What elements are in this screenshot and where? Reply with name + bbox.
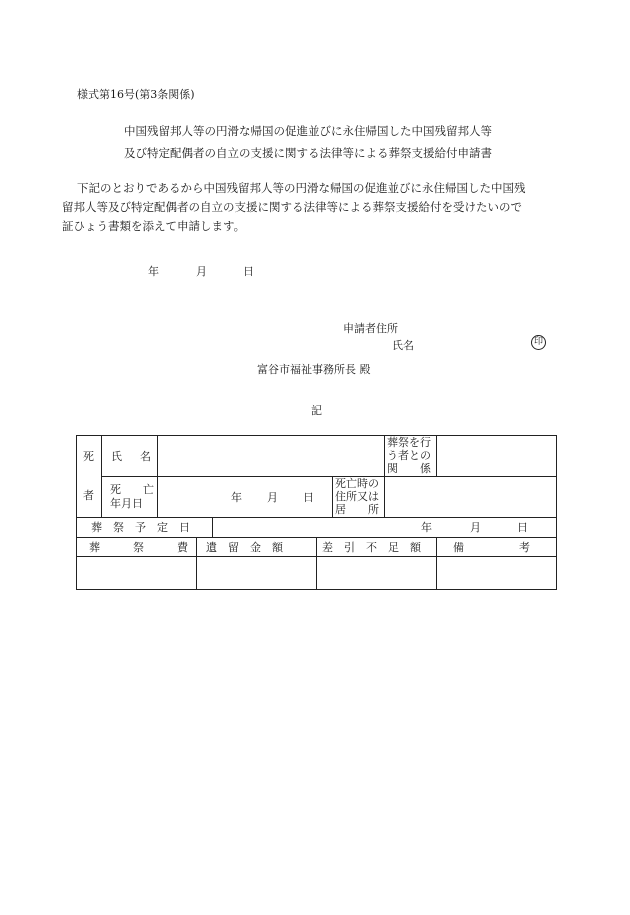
death-address-label-2: 住所又は (335, 490, 379, 503)
deceased-name-field[interactable] (158, 436, 384, 476)
relation-label-1: 葬祭を行 (387, 436, 431, 449)
col-header-shortfall: 差 引 不 足 額 (322, 541, 421, 554)
funeral-date-day: 日 (517, 521, 528, 534)
death-date-label-1: 死 亡 (110, 483, 154, 496)
death-address-field[interactable] (385, 477, 556, 517)
addressee: 富谷市福祉事務所長 殿 (257, 363, 371, 376)
date-month-label: 月 (196, 265, 207, 278)
deceased-label-bottom: 者 (83, 489, 94, 502)
relation-field[interactable] (437, 436, 556, 476)
death-date-month: 月 (267, 491, 278, 504)
deceased-label-top: 死 (83, 450, 94, 463)
death-date-year: 年 (231, 491, 242, 504)
funeral-date-month: 月 (470, 521, 481, 534)
table-vrule-deceased (101, 435, 102, 518)
form-number: 様式第16号(第3条関係) (77, 88, 195, 101)
applicant-name-label: 氏名 (392, 339, 414, 352)
table-vrule-funeral-date (212, 517, 213, 538)
body-text-line1: 下記のとおりであるから中国残留邦人等の円滑な帰国の促進並びに永住帰国した中国残 (77, 181, 526, 195)
table-rule-2 (76, 517, 557, 518)
death-date-day: 日 (303, 491, 314, 504)
form-title-line1: 中国残留邦人等の円滑な帰国の促進並びに永住帰国した中国残留邦人等 (124, 124, 492, 138)
funeral-date-year: 年 (421, 521, 432, 534)
relation-label-2: う者との (387, 449, 431, 462)
funeral-cost-field[interactable] (77, 557, 196, 589)
seal-icon: 印 (531, 335, 546, 350)
table-border-right (556, 435, 557, 590)
death-address-label-1: 死亡時の (335, 477, 379, 490)
ki-heading: 記 (311, 404, 322, 417)
estate-amount-field[interactable] (197, 557, 316, 589)
name-label-2: 名 (140, 450, 151, 463)
body-text-line3: 証ひょう書類を添えて申請します。 (62, 219, 246, 233)
col-header-estate-amount: 遺 留 金 額 (206, 541, 283, 554)
body-text-line2: 留邦人等及び特定配偶者の自立の支援に関する法律等による葬祭支援給付を受けたいので (62, 200, 522, 214)
date-day-label: 日 (243, 265, 254, 278)
col-header-remarks: 備 考 (453, 541, 530, 554)
name-label-1: 氏 (111, 450, 122, 463)
shortfall-field[interactable] (317, 557, 436, 589)
funeral-date-label: 葬 祭 予 定 日 (91, 521, 190, 534)
remarks-field[interactable] (437, 557, 556, 589)
death-address-label-3: 居 所 (335, 503, 379, 516)
applicant-address-label: 申請者住所 (343, 322, 398, 335)
col-header-funeral-cost: 葬 祭 費 (89, 541, 188, 554)
table-vrule-relation-left (384, 435, 385, 477)
date-year-label: 年 (148, 265, 159, 278)
form-title-line2: 及び特定配偶者の自立の支援に関する法律等による葬祭支援給付申請書 (124, 146, 492, 160)
relation-label-3: 関 係 (387, 462, 431, 475)
table-vrule-address-left (332, 476, 333, 518)
death-date-label-2: 年月日 (110, 497, 143, 510)
